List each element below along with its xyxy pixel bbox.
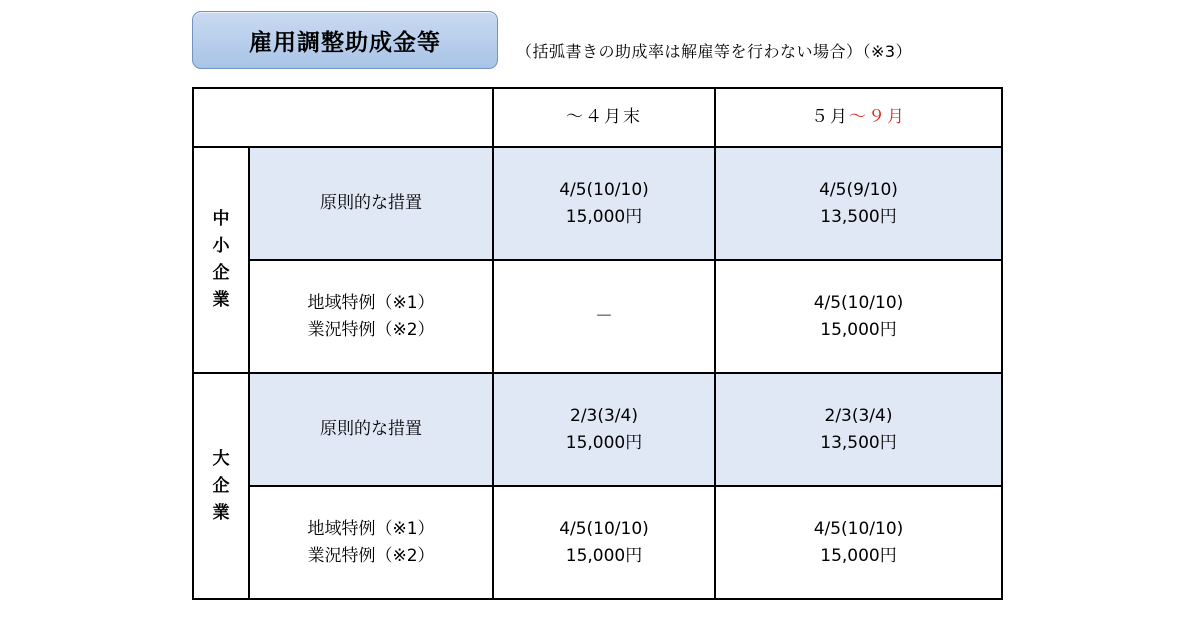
rate-cell (493, 147, 715, 260)
rate-cell (493, 486, 715, 599)
group-char: 中 (212, 209, 230, 229)
rate-cell (493, 373, 715, 486)
header-label-may: ５月 (811, 107, 849, 127)
amount-value: 15,000円 (820, 545, 897, 566)
table-row (193, 260, 1002, 373)
table-row (193, 486, 1002, 599)
header-empty-cell (193, 88, 493, 147)
measure-label: 業況特例（※2） (307, 545, 435, 566)
rate-cell (715, 260, 1002, 373)
rate-value: 4/5(10/10) (813, 518, 904, 539)
measure-label: 原則的な措置 (320, 419, 422, 439)
measure-label: 原則的な措置 (320, 193, 422, 213)
measure-cell (249, 373, 493, 486)
group-label-sme (193, 147, 249, 373)
amount-value: 15,000円 (820, 319, 897, 340)
rate-cell (715, 373, 1002, 486)
table-header-row (193, 88, 1002, 147)
amount-value: 15,000円 (565, 545, 643, 566)
measure-label: 地域特例（※1） (307, 292, 435, 313)
header-label-until-april: ～４月末 (566, 107, 642, 127)
amount-value: 15,000円 (565, 432, 643, 453)
table-row (193, 373, 1002, 486)
group-char: 企 (212, 475, 230, 496)
group-char: 企 (212, 263, 230, 283)
header-period-until-april (493, 88, 715, 147)
rate-value: 2/3(3/4) (824, 405, 893, 426)
measure-label: 地域特例（※1） (307, 518, 435, 539)
header-label-to-september: ～９月 (849, 107, 906, 127)
amount-value: 13,500円 (820, 206, 897, 227)
group-char: 大 (212, 448, 230, 469)
group-char: 業 (212, 290, 230, 310)
rate-value: 4/5(10/10) (559, 518, 649, 539)
group-char: 小 (212, 236, 230, 256)
rate-cell (715, 147, 1002, 260)
amount-value: 15,000円 (565, 206, 643, 227)
group-char: 業 (212, 502, 230, 523)
header-period-may-september (715, 88, 1002, 147)
measure-cell (249, 147, 493, 260)
measure-label: 業況特例（※2） (307, 319, 435, 340)
subtitle-note: （括弧書きの助成率は解雇等を行わない場合）（※3） (516, 42, 913, 61)
group-label-large (193, 373, 249, 599)
subsidy-rate-table (192, 87, 1003, 600)
title-badge: 雇用調整助成金等 (192, 11, 498, 69)
not-applicable-dash: － (595, 306, 613, 327)
table-row (193, 147, 1002, 260)
rate-value: 4/5(10/10) (813, 292, 904, 313)
amount-value: 13,500円 (820, 432, 897, 453)
rate-cell (715, 486, 1002, 599)
measure-cell (249, 260, 493, 373)
rate-cell (493, 260, 715, 373)
rate-value: 2/3(3/4) (570, 405, 638, 426)
rate-value: 4/5(9/10) (819, 179, 898, 200)
rate-value: 4/5(10/10) (559, 179, 649, 200)
measure-cell (249, 486, 493, 599)
